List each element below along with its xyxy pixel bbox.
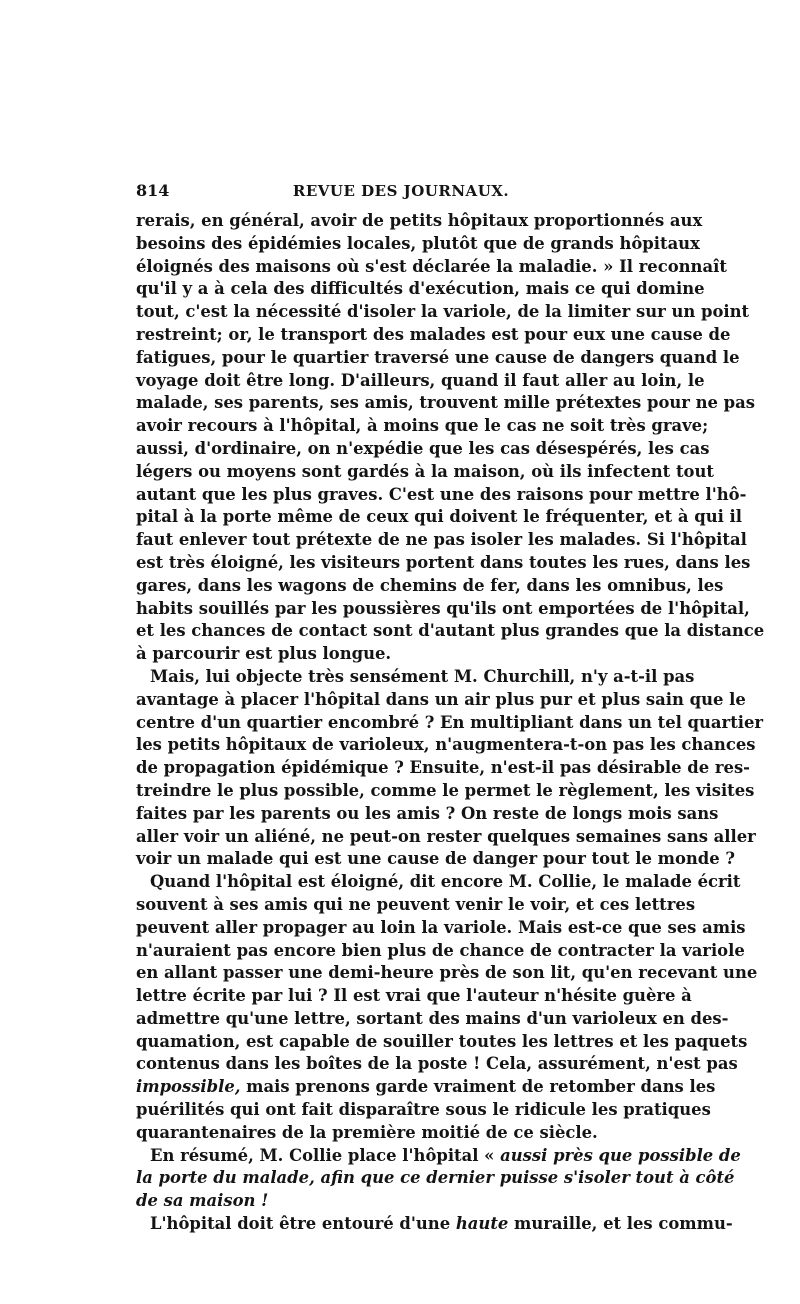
- running-head: [136, 176, 666, 206]
- text-line: contenus dans les boîtes de la poste ! Cela, assurément, n'est pas: [136, 1054, 738, 1074]
- text-line: pital à la porte même de ceux qui doivent le fréquenter, et à qui il: [136, 507, 742, 527]
- text-segment: L'hôpital doit être entouré d'une: [150, 1214, 456, 1234]
- text-line: avoir recours à l'hôpital, à moins que le cas ne soit très grave;: [136, 416, 709, 436]
- quoted-italic-line: de sa maison !: [136, 1191, 269, 1211]
- text-line: besoins des épidémies locales, plutôt que de grands hôpitaux: [136, 233, 700, 253]
- text-line: voyage doit être long. D'ailleurs, quand il faut aller au loin, le: [136, 370, 705, 390]
- text-line: avantage à placer l'hôpital dans un air plus pur et plus sain que le: [136, 689, 746, 709]
- quoted-italic-text: aussi près que possible de: [500, 1145, 741, 1165]
- text-line: admettre qu'une lettre, sortant des mains d'un varioleux en des-: [136, 1008, 729, 1028]
- text-segment: mais prenons garde vraiment de retomber dans les: [240, 1077, 716, 1097]
- text-line: restreint; or, le transport des malades est pour eux une cause de: [136, 324, 731, 344]
- text-line: malade, ses parents, ses amis, trouvent mille prétextes pour ne pas: [136, 393, 755, 413]
- paragraph-start-line: [136, 1213, 733, 1236]
- text-line: et les chances de contact sont d'autant plus grandes que la distance: [136, 621, 765, 641]
- text-line: à parcourir est plus longue.: [136, 644, 392, 664]
- text-line: voir un malade qui est une cause de danger pour tout le monde ?: [136, 849, 735, 869]
- text-line: est très éloigné, les visiteurs portent dans toutes les rues, dans les: [136, 552, 751, 572]
- text-line: centre d'un quartier encombré ? En multipliant dans un tel quartier: [136, 712, 764, 732]
- text-line: puérilités qui ont fait disparaître sous le ridicule les pratiques: [136, 1100, 711, 1120]
- text-line: qu'il y a à cela des difficultés d'exécution, mais ce qui domine: [136, 279, 705, 299]
- text-line: aller voir un aliéné, ne peut-on rester quelques semaines sans aller: [136, 826, 756, 846]
- text-line: n'auraient pas encore bien plus de chance de contracter la variole: [136, 940, 745, 960]
- text-line: treindre le plus possible, comme le permet le règlement, les visites: [136, 780, 755, 800]
- text-line: tout, c'est la nécessité d'isoler la variole, de la limiter sur un point: [136, 302, 750, 322]
- text-line: faites par les parents ou les amis ? On reste de longs mois sans: [136, 803, 719, 823]
- paragraph-start-line: Mais, lui objecte très sensément M. Churchill, n'y a-t-il pas: [150, 666, 695, 686]
- page-number: 814: [136, 181, 170, 200]
- text-line: souvent à ses amis qui ne peuvent venir le voir, et ces lettres: [136, 894, 696, 914]
- quoted-italic-line: la porte du malade, afin que ce dernier puisse s'isoler tout à côté: [136, 1168, 735, 1188]
- text-line: de propagation épidémique ? Ensuite, n'est-il pas désirable de res-: [136, 758, 750, 778]
- text-line: peuvent aller propager au loin la variole. Mais est-ce que ses amis: [136, 917, 746, 937]
- text-line: légers ou moyens sont gardés à la maison, où ils infectent tout: [136, 461, 714, 481]
- text-line: gares, dans les wagons de chemins de fer, dans les omnibus, les: [136, 575, 724, 595]
- text-line: faut enlever tout prétexte de ne pas isoler les malades. Si l'hôpital: [136, 530, 747, 550]
- text-line: aussi, d'ordinaire, on n'expédie que les cas désespérés, les cas: [136, 438, 710, 458]
- text-line-with-emphasis: [136, 1076, 716, 1099]
- text-segment: muraille, et les commu-: [508, 1214, 733, 1234]
- paragraph-start-line: [136, 1145, 741, 1168]
- text-line: rerais, en général, avoir de petits hôpitaux proportionnés aux: [136, 211, 703, 230]
- running-title: REVUE DES JOURNAUX.: [292, 182, 510, 200]
- text-segment: En résumé, M. Collie place l'hôpital «: [150, 1145, 501, 1165]
- text-line: en allant passer une demi-heure près de son lit, qu'en recevant une: [136, 963, 758, 983]
- text-line: lettre écrite par lui ? Il est vrai que l'auteur n'hésite guère à: [136, 986, 692, 1006]
- text-line: éloignés des maisons où s'est déclarée la maladie. » Il reconnaît: [136, 256, 727, 276]
- body-text: [136, 210, 765, 1236]
- text-line: habits souillés par les poussières qu'ils ont emportées de l'hôpital,: [136, 598, 750, 618]
- emphasized-word: impossible,: [136, 1077, 241, 1097]
- text-line: autant que les plus graves. C'est une des raisons pour mettre l'hô-: [136, 484, 747, 504]
- paragraph-start-line: Quand l'hôpital est éloigné, dit encore M. Collie, le malade écrit: [150, 872, 741, 892]
- text-line: quarantenaires de la première moitié de ce siècle.: [136, 1122, 598, 1142]
- text-line: les petits hôpitaux de varioleux, n'augmentera-t-on pas les chances: [136, 735, 756, 755]
- text-line: quamation, est capable de souiller toutes les lettres et les paquets: [136, 1031, 748, 1051]
- text-line: fatigues, pour le quartier traversé une cause de dangers quand le: [136, 347, 740, 367]
- emphasized-word: haute: [455, 1214, 509, 1234]
